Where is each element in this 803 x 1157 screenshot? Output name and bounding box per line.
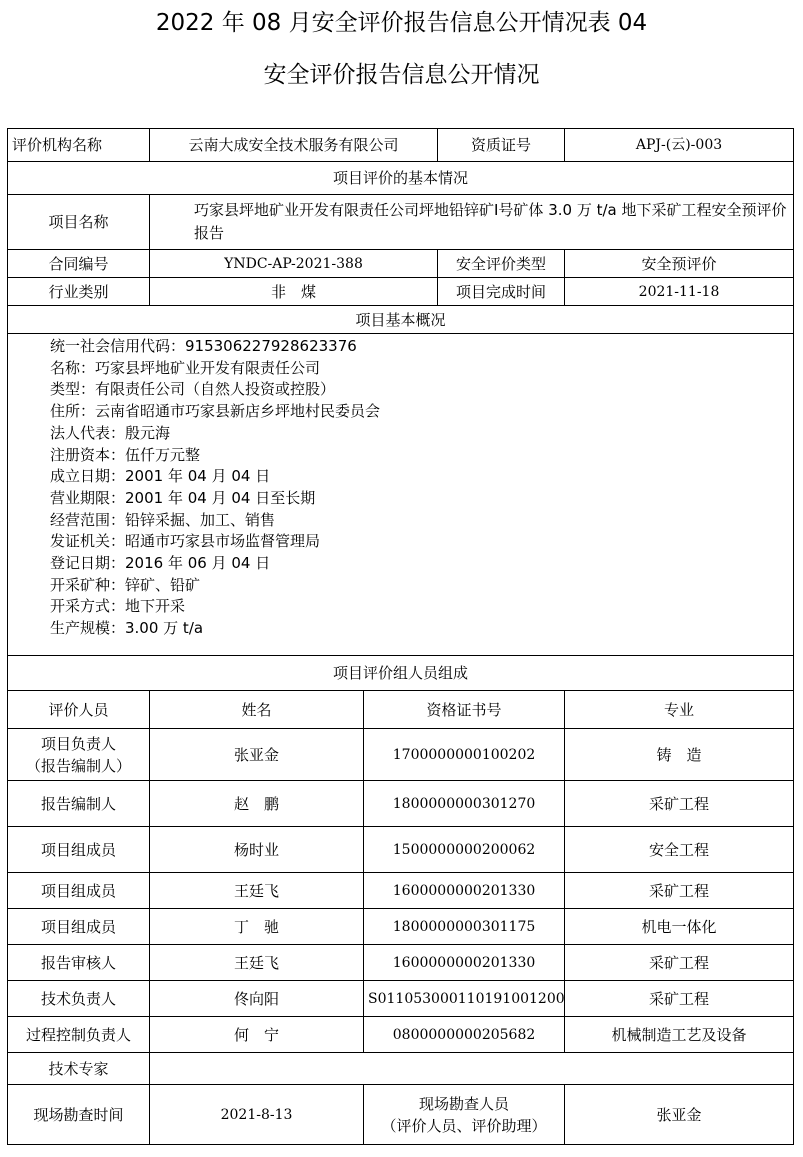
overview-line: 生产规模：3.00 万 t/a <box>50 619 204 638</box>
member-role: 过程控制负责人 <box>8 1017 150 1053</box>
member-role: 项目组成员 <box>8 909 150 945</box>
table-row <box>8 981 794 1017</box>
member-name: 王廷飞 <box>150 873 364 909</box>
member-name: 杨时业 <box>150 827 364 873</box>
member-major: 采矿工程 <box>565 873 794 909</box>
overview-line: 开采矿种：锌矿、铅矿 <box>50 575 201 594</box>
member-name: 张亚金 <box>150 729 364 781</box>
survey-time-label: 现场勘查时间 <box>8 1085 150 1145</box>
eval-type-value: 安全预评价 <box>565 250 794 278</box>
overview-line: 发证机关：昭通市巧家县市场监督管理局 <box>50 532 321 551</box>
member-major: 机械制造工艺及设备 <box>565 1017 794 1053</box>
contract-value: YNDC-AP-2021-388 <box>150 250 438 278</box>
member-cert: 1600000000201330 <box>364 945 565 981</box>
overview-content <box>8 334 794 656</box>
overview-line: 法人代表：殷元海 <box>50 423 171 442</box>
member-role: 报告编制人 <box>8 781 150 827</box>
overview-line: 注册资本：伍仟万元整 <box>50 445 201 464</box>
table-row <box>8 781 794 827</box>
expert-value <box>150 1053 794 1085</box>
table-row <box>8 909 794 945</box>
overview-line: 统一社会信用代码：915306227928623376 <box>50 337 357 355</box>
cert-value: APJ-(云)-003 <box>565 129 794 162</box>
member-role: 项目组成员 <box>8 827 150 873</box>
overview-line: 开采方式：地下开采 <box>50 597 186 616</box>
org-label: 评价机构名称 <box>8 129 150 162</box>
table-row <box>8 1017 794 1053</box>
project-name-label: 项目名称 <box>8 195 150 250</box>
member-cert: 1800000000301270 <box>364 781 565 827</box>
finish-value: 2021-11-18 <box>565 278 794 306</box>
member-major: 安全工程 <box>565 827 794 873</box>
member-name: 王廷飞 <box>150 945 364 981</box>
project-name-value: 巧家县坪地矿业开发有限责任公司坪地铅锌矿Ⅰ号矿体 3.0 万 t/a 地下采矿工程安全预评价报告 <box>150 195 794 250</box>
cert-label: 资质证号 <box>438 129 565 162</box>
org-row <box>8 129 794 162</box>
overview-line: 经营范围：铅锌采掘、加工、销售 <box>50 510 276 529</box>
survey-row <box>8 1085 794 1145</box>
survey-people-label: 现场勘查人员 （评价人员、评价助理） <box>364 1085 565 1145</box>
overview-line: 营业期限：2001 年 04 月 04 日至长期 <box>50 488 316 507</box>
document-title: 2022 年 08 月安全评价报告信息公开情况表 04 <box>155 10 648 36</box>
team-header-name: 姓名 <box>150 691 364 729</box>
member-cert: 0800000000205682 <box>364 1017 565 1053</box>
member-role: 技术负责人 <box>8 981 150 1017</box>
member-name: 何 宁 <box>150 1017 364 1053</box>
member-role: 项目组成员 <box>8 873 150 909</box>
team-header-major: 专业 <box>565 691 794 729</box>
team-heading: 项目评价组人员组成 <box>8 656 794 691</box>
expert-row <box>8 1053 794 1085</box>
org-value: 云南大成安全技术服务有限公司 <box>150 129 438 162</box>
overview-line: 成立日期：2001 年 04 月 04 日 <box>50 467 271 486</box>
overview-line: 登记日期：2016 年 06 月 04 日 <box>50 554 271 573</box>
member-name: 佟向阳 <box>150 981 364 1017</box>
document-subtitle: 安全评价报告信息公开情况 <box>263 62 540 88</box>
disclosure-table <box>7 128 794 1145</box>
industry-label: 行业类别 <box>8 278 150 306</box>
finish-label: 项目完成时间 <box>438 278 565 306</box>
table-row <box>8 827 794 873</box>
table-row <box>8 945 794 981</box>
member-name: 丁 驰 <box>150 909 364 945</box>
member-cert: 1800000000301175 <box>364 909 565 945</box>
member-cert: 1500000000200062 <box>364 827 565 873</box>
overview-line: 类型：有限责任公司（自然人投资或控股） <box>50 380 336 399</box>
member-major: 采矿工程 <box>565 945 794 981</box>
survey-time-value: 2021-8-13 <box>150 1085 364 1145</box>
survey-people-value: 张亚金 <box>565 1085 794 1145</box>
eval-type-label: 安全评价类型 <box>438 250 565 278</box>
team-header-role: 评价人员 <box>8 691 150 729</box>
overview-heading: 项目基本概况 <box>8 306 794 334</box>
team-header-cert: 资格证书号 <box>364 691 565 729</box>
member-role: 项目负责人 （报告编制人） <box>8 729 150 781</box>
member-name: 赵 鹏 <box>150 781 364 827</box>
overview-line: 名称：巧家县坪地矿业开发有限责任公司 <box>50 358 321 377</box>
table-row <box>8 729 794 781</box>
member-major: 机电一体化 <box>565 909 794 945</box>
member-cert: 1600000000201330 <box>364 873 565 909</box>
member-major: 采矿工程 <box>565 981 794 1017</box>
member-major: 铸 造 <box>565 729 794 781</box>
industry-value: 非 煤 <box>150 278 438 306</box>
contract-label: 合同编号 <box>8 250 150 278</box>
expert-label: 技术专家 <box>8 1053 150 1085</box>
member-role: 报告审核人 <box>8 945 150 981</box>
member-cert: 1700000000100202 <box>364 729 565 781</box>
member-major: 采矿工程 <box>565 781 794 827</box>
overview-line: 住所：云南省昭通市巧家县新店乡坪地村民委员会 <box>50 402 381 421</box>
table-row <box>8 873 794 909</box>
basic-heading: 项目评价的基本情况 <box>8 162 794 195</box>
member-cert: S011053000110191001200 <box>364 981 565 1017</box>
team-header-row <box>8 691 794 729</box>
